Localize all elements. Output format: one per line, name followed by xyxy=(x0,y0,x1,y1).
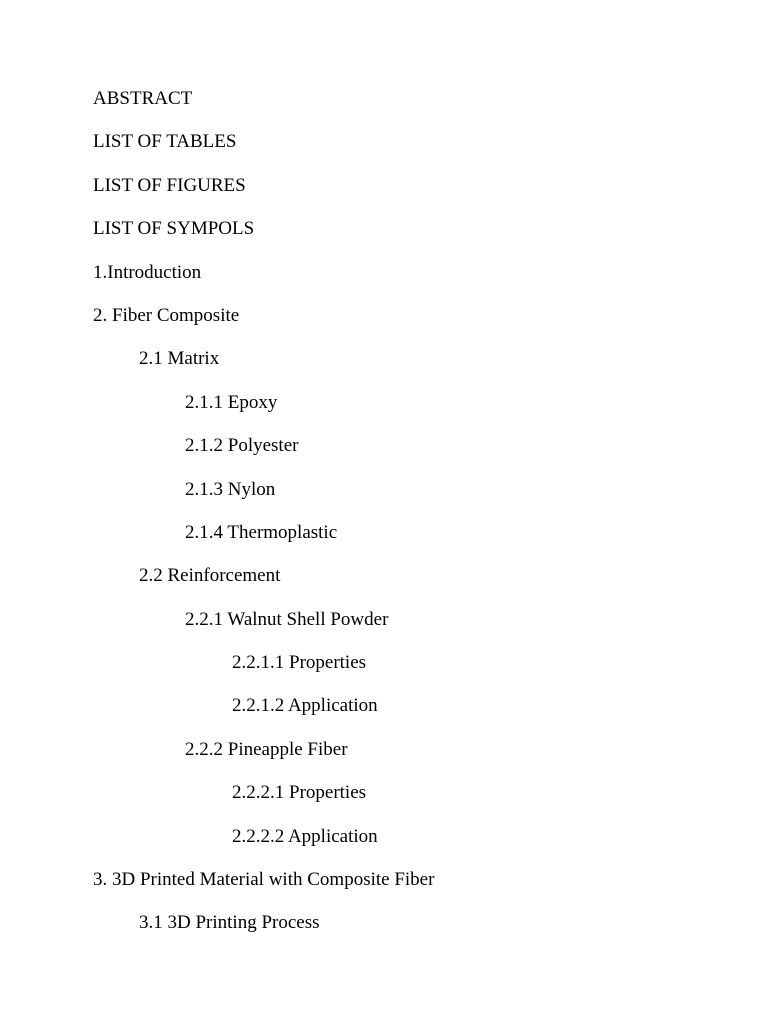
toc-entry-polyester: 2.1.2 Polyester xyxy=(185,435,299,457)
toc-entry-list-of-figures: LIST OF FIGURES xyxy=(93,174,246,196)
toc-entry-walnut-shell-powder: 2.2.1 Walnut Shell Powder xyxy=(185,608,389,630)
toc-entry-matrix: 2.1 Matrix xyxy=(139,348,220,370)
toc-entry-3d-printed-material: 3. 3D Printed Material with Composite Fiber xyxy=(93,869,435,891)
toc-entry-abstract: ABSTRACT xyxy=(93,88,193,109)
toc-entry-nylon: 2.1.3 Nylon xyxy=(185,478,276,500)
toc-entry-reinforcement: 2.2 Reinforcement xyxy=(139,565,281,587)
toc-entry-introduction: 1.Introduction xyxy=(93,261,202,283)
table-of-contents xyxy=(93,87,434,955)
toc-entry-fiber-composite: 2. Fiber Composite xyxy=(93,304,240,326)
toc-entry-pineapple-fiber: 2.2.2 Pineapple Fiber xyxy=(185,738,348,760)
toc-entry-pineapple-properties: 2.2.2.1 Properties xyxy=(232,782,367,804)
toc-entry-list-of-symbols: LIST OF SYMPOLS xyxy=(93,218,255,240)
toc-entry-list-of-tables: LIST OF TABLES xyxy=(93,131,237,153)
toc-entry-3d-printing-process: 3.1 3D Printing Process xyxy=(139,912,320,934)
toc-entry-epoxy: 2.1.1 Epoxy xyxy=(185,391,278,413)
toc-entry-walnut-properties: 2.2.1.1 Properties xyxy=(232,652,367,674)
toc-entry-walnut-application: 2.2.1.2 Application xyxy=(232,695,378,717)
toc-entry-pineapple-application: 2.2.2.2 Application xyxy=(232,825,378,847)
toc-entry-thermoplastic: 2.1.4 Thermoplastic xyxy=(185,521,338,543)
